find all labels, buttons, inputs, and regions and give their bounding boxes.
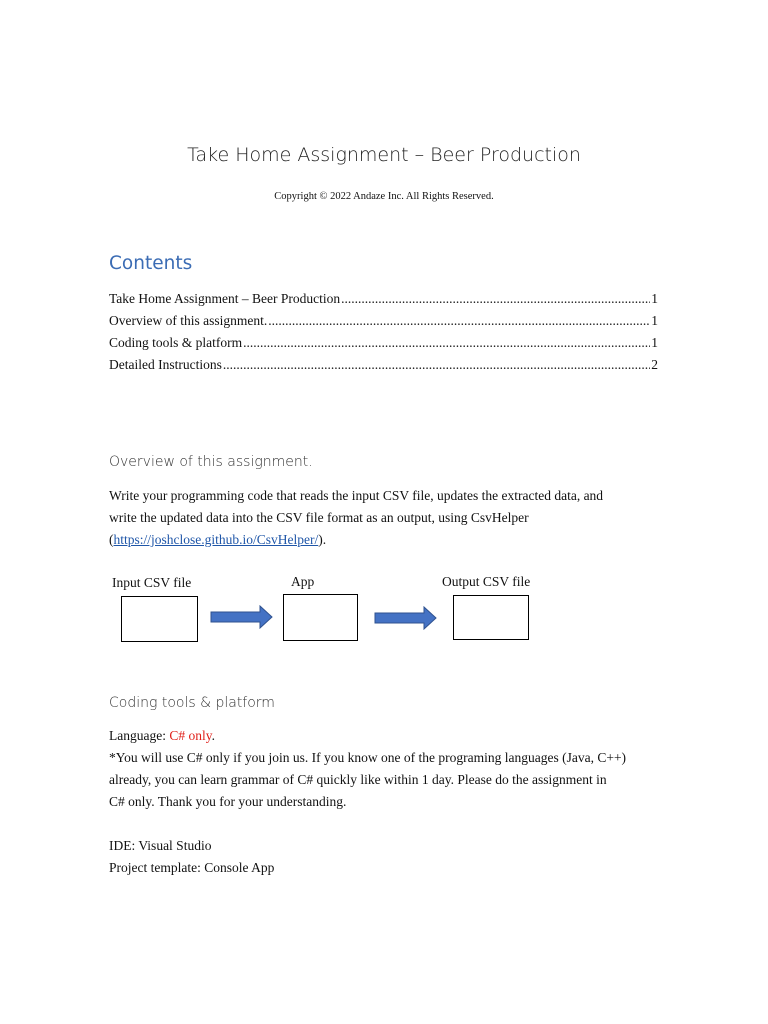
toc-entry-coding-tools[interactable]	[109, 332, 658, 354]
arrow-right-icon	[210, 605, 274, 629]
overview-line: write the updated data into the CSV file format as an output, using CsvHelper	[109, 510, 529, 525]
app-label: App	[291, 574, 315, 589]
arrow-right-icon	[374, 606, 438, 630]
paren-close: ).	[318, 532, 327, 547]
output-csv-box	[453, 595, 529, 640]
csvhelper-link[interactable]: https://joshclose.github.io/CsvHelper/	[113, 532, 319, 547]
toc-entry-page: 1	[651, 313, 658, 328]
note-line: already, you can learn grammar of C# quickly like within 1 day. Please do the assignment in	[109, 772, 607, 787]
app-box	[283, 594, 358, 641]
table-of-contents	[109, 288, 658, 376]
note-line: *You will use C# only if you join us. If you know one of the programing languages (Java, C++)	[109, 750, 627, 765]
overview-heading: Overview of this assignment.	[109, 454, 313, 470]
overview-line: Write your programming code that reads the input CSV file, updates the extracted data, and	[109, 488, 604, 503]
language-line	[109, 725, 215, 747]
toc-entry-detailed-instructions[interactable]	[109, 354, 658, 376]
coding-heading: Coding tools & platform	[109, 695, 275, 711]
toc-leader-dots	[268, 310, 650, 332]
arrow-shape	[211, 606, 272, 628]
overview-paragraph	[109, 485, 661, 551]
copyright-notice: Copyright © 2022 Andaze Inc. All Rights Reserved.	[274, 191, 494, 202]
language-prefix: Language:	[109, 728, 170, 743]
toc-entry-label: Overview of this assignment.	[109, 313, 268, 328]
toc-leader-dots	[243, 332, 650, 354]
contents-heading: Contents	[109, 253, 193, 274]
input-csv-box	[121, 596, 198, 642]
arrow-shape	[375, 607, 436, 629]
ide-line: IDE: Visual Studio	[109, 838, 212, 853]
language-note	[109, 747, 661, 813]
toc-leader-dots	[223, 354, 650, 376]
toc-entry-page: 1	[651, 335, 658, 350]
toc-entry-page: 1	[651, 291, 658, 306]
toc-entry-overview[interactable]	[109, 310, 658, 332]
toc-entry-title[interactable]	[109, 288, 658, 310]
overview-line	[109, 529, 661, 551]
toc-entry-label: Coding tools & platform	[109, 335, 243, 350]
output-csv-label: Output CSV file	[442, 574, 531, 589]
language-value: C# only	[169, 728, 212, 743]
language-suffix: .	[211, 728, 215, 743]
project-template-line: Project template: Console App	[109, 860, 275, 875]
document-title: Take Home Assignment – Beer Production	[187, 144, 581, 166]
toc-entry-label: Detailed Instructions	[109, 357, 222, 372]
toc-entry-label: Take Home Assignment – Beer Production	[109, 291, 341, 306]
note-line: C# only. Thank you for your understanding.	[109, 794, 347, 809]
toc-leader-dots	[341, 288, 650, 310]
input-csv-label: Input CSV file	[112, 575, 192, 590]
toc-entry-page: 2	[651, 357, 658, 372]
paren-open: (	[109, 532, 114, 547]
